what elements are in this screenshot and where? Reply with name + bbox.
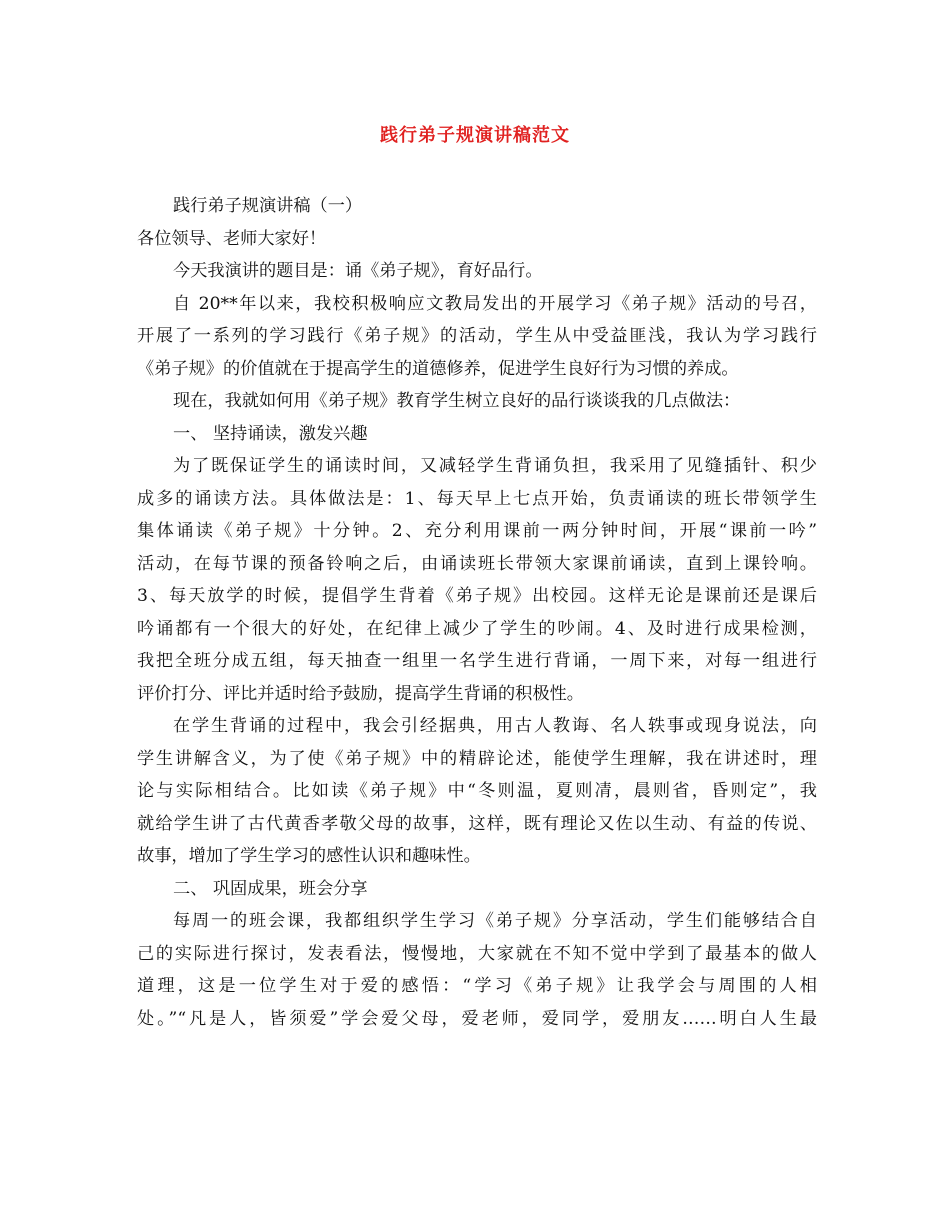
text-line: 现在，我就如何用《弟子规》教育学生树立良好的品行谈谈我的几点做法： — [173, 391, 741, 411]
document-body — [137, 190, 817, 1035]
text-line: 每周一的班会课，我都组织学生学习《弟子规》分享活动，学生们能够结合自 — [173, 911, 817, 931]
text-line: 活动，在每节课的预备铃响之后，由诵读班长带领大家课前诵读，直到上课铃响。 — [137, 553, 817, 574]
text-line: 集体诵读《弟子规》十分钟。2、充分利用课前一两分钟时间，开展“课前一吟” — [137, 521, 817, 541]
text-line: 就给学生讲了古代黄香孝敬父母的故事，这样，既有理论又佐以生动、有益的传说、 — [137, 813, 817, 834]
text-line: 处。”“凡是人，皆须爱”学会爱父母，爱老师，爱同学，爱朋友……明白人生最 — [137, 1008, 817, 1029]
text-line: 论与实际相结合。比如读《弟子规》中“冬则温，夏则凊，晨则省，昏则定”，我 — [137, 781, 817, 801]
text-line: 各位领导、老师大家好！ — [137, 228, 327, 249]
text-line: 今天我演讲的题目是：诵《弟子规》，育好品行。 — [173, 261, 543, 281]
text-line: 在学生背诵的过程中，我会引经据典，用古人教诲、名人轶事或现身说法，向 — [173, 716, 817, 736]
text-line: 践行弟子规演讲稿（一） — [173, 196, 363, 216]
text-line: 《弟子规》的价值就在于提高学生的道德修养，促进学生良好行为习惯的养成。 — [137, 358, 739, 379]
text-line: 自 20**年以来，我校积极响应文教局发出的开展学习《弟子规》活动的号召， — [173, 293, 817, 314]
text-line: 己的实际进行探讨，发表看法，慢慢地，大家就在不知不觉中学到了最基本的做人 — [137, 943, 817, 964]
text-line: 一、 坚持诵读，激发兴趣 — [173, 423, 368, 444]
text-line: 我把全班分成五组，每天抽查一组里一名学生进行背诵，一周下来，对每一组进行 — [137, 651, 817, 671]
text-line: 开展了一系列的学习践行《弟子规》的活动，学生从中受益匪浅，我认为学习践行 — [137, 326, 817, 346]
document-title: 践行弟子规演讲稿范文 — [380, 125, 570, 146]
text-line: 道理，这是一位学生对于爱的感悟：“学习《弟子规》让我学会与周围的人相 — [137, 976, 817, 996]
text-line: 故事，增加了学生学习的感性认识和趣味性。 — [137, 846, 481, 866]
text-line: 学生讲解含义，为了使《弟子规》中的精辟论述，能使学生理解，我在讲述时，理 — [137, 748, 817, 769]
text-line: 3、每天放学的时候，提倡学生背着《弟子规》出校园。这样无论是课前还是课后 — [137, 586, 817, 606]
text-line: 成多的诵读方法。具体做法是：1、每天早上七点开始，负责诵读的班长带领学生 — [137, 488, 817, 509]
text-line: 吟诵都有一个很大的好处，在纪律上减少了学生的吵闹。4、及时进行成果检测， — [137, 618, 817, 639]
text-line: 二、 巩固成果，班会分享 — [173, 878, 368, 899]
text-line: 为了既保证学生的诵读时间，又减轻学生背诵负担，我采用了见缝插针、积少 — [173, 456, 817, 476]
text-line: 评价打分、评比并适时给予鼓励，提高学生背诵的积极性。 — [137, 683, 584, 704]
